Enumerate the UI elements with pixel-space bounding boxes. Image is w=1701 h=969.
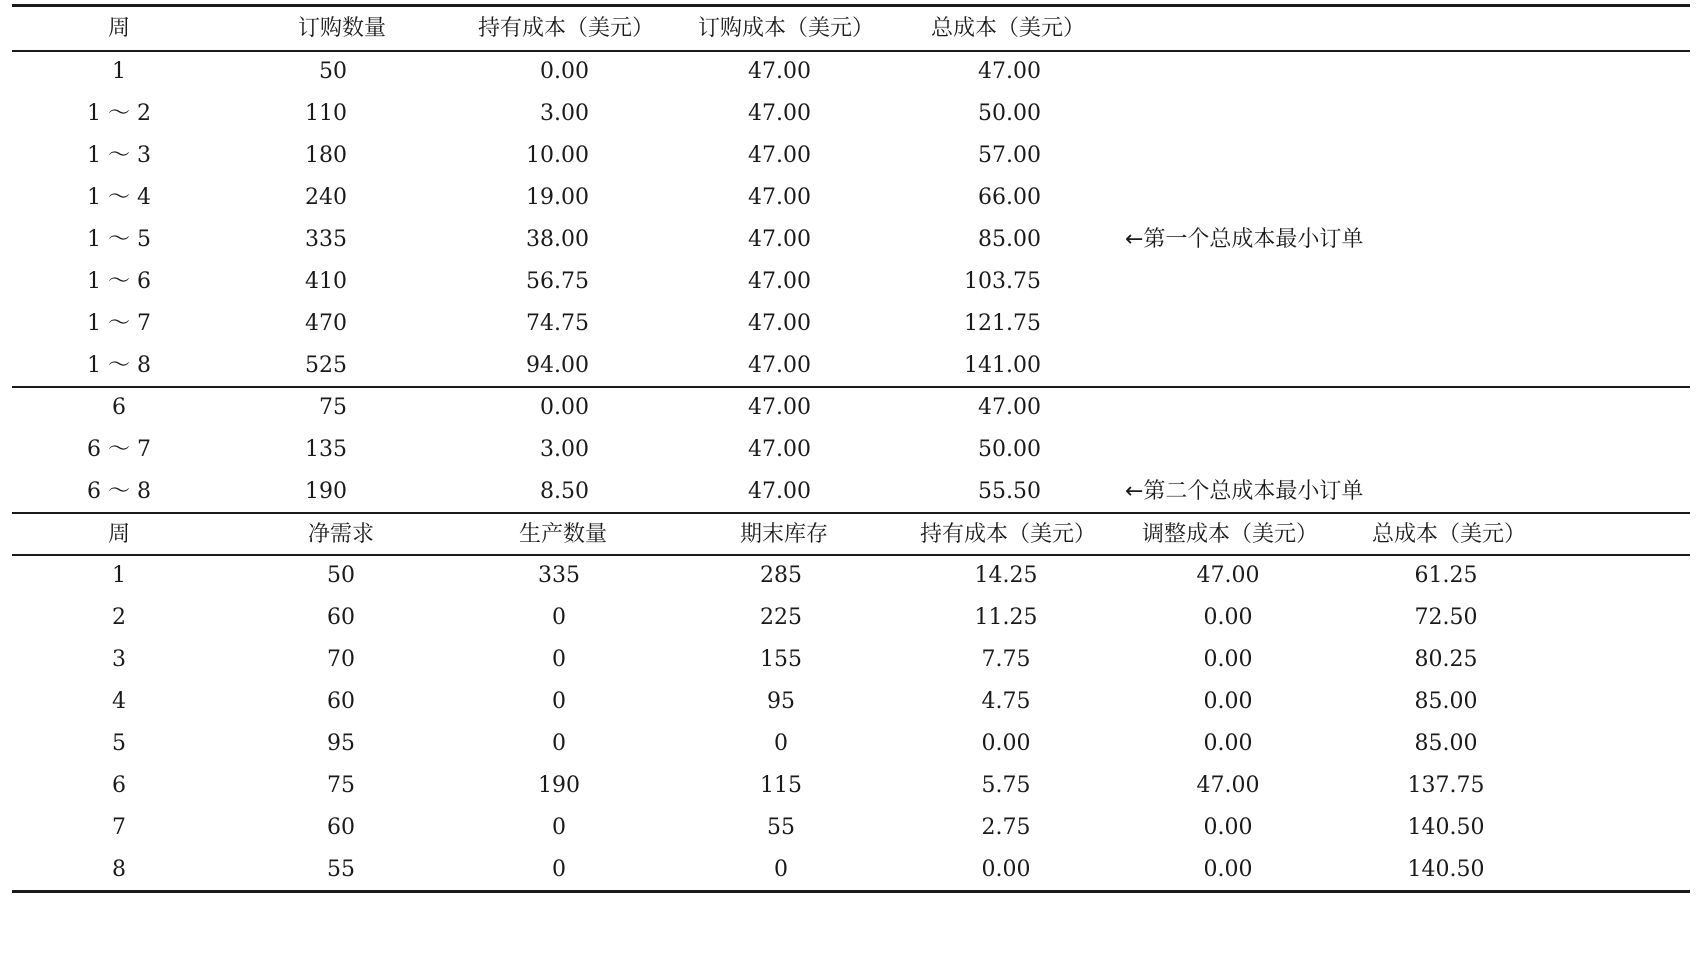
order-cost-cell: 47.00 bbox=[748, 185, 811, 210]
table2-bottom-rule bbox=[12, 890, 1690, 893]
ending-inventory-cell: 55 bbox=[767, 815, 795, 840]
net-demand-cell: 50 bbox=[327, 563, 355, 588]
week-cell: 1 bbox=[112, 563, 126, 588]
total-cost-cell: 50.00 bbox=[978, 101, 1041, 126]
table1-header-holding-cost: 持有成本（美元） bbox=[477, 16, 655, 41]
holding-cost-cell: 38.00 bbox=[526, 227, 589, 252]
order-cost-cell: 47.00 bbox=[748, 143, 811, 168]
table-row bbox=[12, 595, 1690, 640]
table-row bbox=[12, 91, 1690, 136]
table-row bbox=[12, 259, 1690, 304]
setup-cost-cell: 0.00 bbox=[1203, 689, 1253, 714]
total-cost-cell: 47.00 bbox=[978, 395, 1041, 420]
total-cost-cell: 85.00 bbox=[1414, 689, 1478, 714]
table-row bbox=[12, 301, 1690, 346]
order-qty-cell: 240 bbox=[305, 185, 347, 210]
holding-cost-cell: 5.75 bbox=[981, 773, 1031, 798]
ending-inventory-cell: 115 bbox=[760, 773, 802, 798]
holding-cost-cell: 94.00 bbox=[526, 353, 589, 378]
total-cost-cell: 50.00 bbox=[978, 437, 1041, 462]
total-cost-cell: 72.50 bbox=[1414, 605, 1478, 630]
period-cell: 6 ～ 7 bbox=[87, 437, 151, 462]
week-cell: 6 bbox=[112, 773, 126, 798]
table2-header-holding-cost: 持有成本（美元） bbox=[919, 522, 1097, 547]
period-cell: 1 ～ 5 bbox=[87, 227, 151, 252]
holding-cost-cell: 4.75 bbox=[981, 689, 1031, 714]
holding-cost-cell: 10.00 bbox=[526, 143, 589, 168]
table-row bbox=[12, 679, 1690, 724]
holding-cost-cell: 0.00 bbox=[981, 731, 1031, 756]
setup-cost-cell: 47.00 bbox=[1196, 563, 1260, 588]
holding-cost-cell: 3.00 bbox=[540, 101, 589, 126]
total-cost-cell: 80.25 bbox=[1414, 647, 1478, 672]
setup-cost-cell: 0.00 bbox=[1203, 857, 1253, 882]
order-qty-cell: 75 bbox=[319, 395, 347, 420]
table-row bbox=[12, 133, 1690, 178]
table-row bbox=[12, 385, 1690, 430]
production-qty-cell: 0 bbox=[552, 605, 566, 630]
order-qty-cell: 525 bbox=[305, 353, 347, 378]
table-row bbox=[12, 427, 1690, 472]
table2-header-week: 周 bbox=[107, 522, 131, 547]
table-row bbox=[12, 763, 1690, 808]
setup-cost-cell: 0.00 bbox=[1203, 731, 1253, 756]
period-cell: 1 ～ 3 bbox=[87, 143, 151, 168]
table-row bbox=[12, 553, 1690, 598]
table-row bbox=[12, 175, 1690, 220]
order-cost-cell: 47.00 bbox=[748, 479, 811, 504]
production-qty-cell: 0 bbox=[552, 815, 566, 840]
total-cost-cell: 137.75 bbox=[1407, 773, 1485, 798]
period-cell: 6 ～ 8 bbox=[87, 479, 151, 504]
table-row bbox=[12, 49, 1690, 94]
period-cell: 1 ～ 8 bbox=[87, 353, 151, 378]
production-qty-cell: 0 bbox=[552, 647, 566, 672]
table2-header-net-demand: 净需求 bbox=[307, 522, 375, 547]
min-cost-note: ←第二个总成本最小订单 bbox=[1125, 479, 1364, 504]
net-demand-cell: 95 bbox=[327, 731, 355, 756]
order-qty-cell: 470 bbox=[305, 311, 347, 336]
order-cost-cell: 47.00 bbox=[748, 101, 811, 126]
holding-cost-cell: 0.00 bbox=[540, 59, 589, 84]
holding-cost-cell: 2.75 bbox=[981, 815, 1031, 840]
total-cost-cell: 61.25 bbox=[1414, 563, 1478, 588]
min-cost-note: ←第一个总成本最小订单 bbox=[1125, 227, 1364, 252]
table1-header-row bbox=[12, 6, 1690, 51]
table2-header-row bbox=[12, 512, 1690, 557]
total-cost-cell: 140.50 bbox=[1407, 857, 1485, 882]
table-row bbox=[12, 343, 1690, 388]
total-cost-cell: 85.00 bbox=[978, 227, 1041, 252]
net-demand-cell: 75 bbox=[327, 773, 355, 798]
order-cost-cell: 47.00 bbox=[748, 59, 811, 84]
production-qty-cell: 0 bbox=[552, 689, 566, 714]
period-cell: 1 ～ 6 bbox=[87, 269, 151, 294]
week-cell: 4 bbox=[112, 689, 126, 714]
ending-inventory-cell: 225 bbox=[760, 605, 802, 630]
week-cell: 3 bbox=[112, 647, 126, 672]
period-cell: 1 bbox=[112, 59, 126, 84]
net-demand-cell: 60 bbox=[327, 605, 355, 630]
holding-cost-cell: 0.00 bbox=[540, 395, 589, 420]
ending-inventory-cell: 0 bbox=[774, 731, 788, 756]
table2-header-ending-inventory: 期末库存 bbox=[739, 522, 829, 547]
week-cell: 8 bbox=[112, 857, 126, 882]
order-qty-cell: 135 bbox=[305, 437, 347, 462]
production-qty-cell: 335 bbox=[538, 563, 580, 588]
table-row bbox=[12, 805, 1690, 850]
week-cell: 7 bbox=[112, 815, 126, 840]
net-demand-cell: 60 bbox=[327, 815, 355, 840]
holding-cost-cell: 56.75 bbox=[526, 269, 589, 294]
holding-cost-cell: 7.75 bbox=[981, 647, 1031, 672]
net-demand-cell: 70 bbox=[327, 647, 355, 672]
holding-cost-cell: 74.75 bbox=[526, 311, 589, 336]
table1-header-order-qty: 订购数量 bbox=[297, 16, 387, 41]
period-cell: 1 ～ 2 bbox=[87, 101, 151, 126]
order-cost-cell: 47.00 bbox=[748, 353, 811, 378]
order-cost-cell: 47.00 bbox=[748, 311, 811, 336]
setup-cost-cell: 0.00 bbox=[1203, 605, 1253, 630]
holding-cost-cell: 3.00 bbox=[540, 437, 589, 462]
total-cost-cell: 55.50 bbox=[978, 479, 1041, 504]
total-cost-cell: 57.00 bbox=[978, 143, 1041, 168]
period-cell: 1 ～ 4 bbox=[87, 185, 151, 210]
setup-cost-cell: 0.00 bbox=[1203, 647, 1253, 672]
order-cost-cell: 47.00 bbox=[748, 437, 811, 462]
period-cell: 1 ～ 7 bbox=[87, 311, 151, 336]
table-row bbox=[12, 217, 1690, 262]
order-qty-cell: 190 bbox=[305, 479, 347, 504]
total-cost-cell: 141.00 bbox=[964, 353, 1041, 378]
table2-header-production-qty: 生产数量 bbox=[518, 522, 608, 547]
order-qty-cell: 180 bbox=[305, 143, 347, 168]
ending-inventory-cell: 285 bbox=[760, 563, 802, 588]
ending-inventory-cell: 0 bbox=[774, 857, 788, 882]
total-cost-cell: 47.00 bbox=[978, 59, 1041, 84]
total-cost-cell: 121.75 bbox=[964, 311, 1041, 336]
total-cost-cell: 140.50 bbox=[1407, 815, 1485, 840]
ending-inventory-cell: 95 bbox=[767, 689, 795, 714]
order-cost-cell: 47.00 bbox=[748, 227, 811, 252]
setup-cost-cell: 0.00 bbox=[1203, 815, 1253, 840]
production-qty-cell: 0 bbox=[552, 857, 566, 882]
period-cell: 6 bbox=[112, 395, 126, 420]
holding-cost-cell: 0.00 bbox=[981, 857, 1031, 882]
setup-cost-cell: 47.00 bbox=[1196, 773, 1260, 798]
order-qty-cell: 50 bbox=[319, 59, 347, 84]
total-cost-cell: 85.00 bbox=[1414, 731, 1478, 756]
production-qty-cell: 0 bbox=[552, 731, 566, 756]
table2-header-setup-cost: 调整成本（美元） bbox=[1141, 522, 1319, 547]
week-cell: 2 bbox=[112, 605, 126, 630]
holding-cost-cell: 19.00 bbox=[526, 185, 589, 210]
holding-cost-cell: 11.25 bbox=[974, 605, 1038, 630]
table1-header-total-cost: 总成本（美元） bbox=[930, 16, 1086, 41]
order-cost-cell: 47.00 bbox=[748, 269, 811, 294]
order-cost-cell: 47.00 bbox=[748, 395, 811, 420]
total-cost-cell: 103.75 bbox=[964, 269, 1041, 294]
week-cell: 5 bbox=[112, 731, 126, 756]
net-demand-cell: 55 bbox=[327, 857, 355, 882]
order-qty-cell: 110 bbox=[305, 101, 347, 126]
holding-cost-cell: 8.50 bbox=[540, 479, 589, 504]
table1-header-period: 周 bbox=[107, 16, 131, 41]
holding-cost-cell: 14.25 bbox=[974, 563, 1038, 588]
table-row bbox=[12, 721, 1690, 766]
table-row bbox=[12, 847, 1690, 892]
ending-inventory-cell: 155 bbox=[760, 647, 802, 672]
total-cost-cell: 66.00 bbox=[978, 185, 1041, 210]
net-demand-cell: 60 bbox=[327, 689, 355, 714]
production-qty-cell: 190 bbox=[538, 773, 580, 798]
table-row bbox=[12, 469, 1690, 514]
table1-header-order-cost: 订购成本（美元） bbox=[697, 16, 875, 41]
table2-header-total-cost: 总成本（美元） bbox=[1371, 522, 1527, 547]
order-qty-cell: 335 bbox=[305, 227, 347, 252]
order-qty-cell: 410 bbox=[305, 269, 347, 294]
table-row bbox=[12, 637, 1690, 682]
